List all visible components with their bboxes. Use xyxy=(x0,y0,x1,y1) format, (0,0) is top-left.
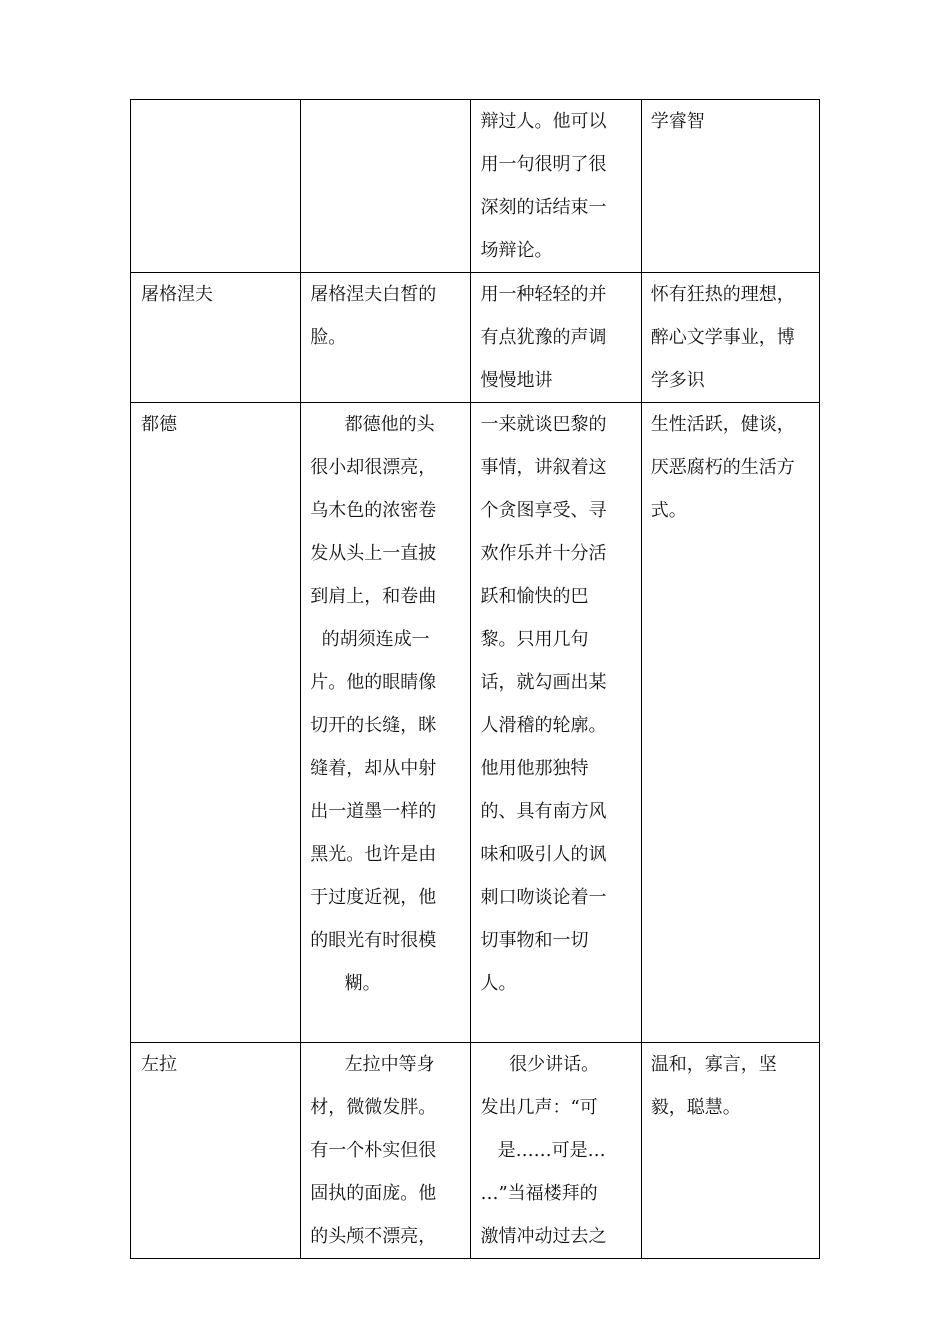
character-name-cell xyxy=(131,403,301,1043)
table-row xyxy=(131,273,820,403)
speech-text-line: 欢作乐并十分活 xyxy=(480,543,607,564)
character-text-line: 怀有狂热的理想， xyxy=(650,284,795,305)
speech-text-line: 是……可是… xyxy=(480,1140,606,1161)
speech-text-line: 很少讲话。 xyxy=(480,1054,600,1075)
character-name: 屠格涅夫 xyxy=(141,284,213,305)
character-cell xyxy=(641,100,819,273)
speech-text-line: 话，就勾画出某 xyxy=(480,672,607,693)
character-text-line: 厌恶腐朽的生活方 xyxy=(650,457,795,478)
speech-text-line: 一来就谈巴黎的 xyxy=(480,414,607,435)
appearance-text-line: 切开的长缝，眯 xyxy=(310,715,437,736)
appearance-text-line: 于过度近视，他 xyxy=(310,887,437,908)
speech-text-line: 用一句很明了很 xyxy=(480,154,607,175)
speech-text-line: 黎。只用几句 xyxy=(480,629,589,650)
table-row xyxy=(131,403,820,1043)
appearance-cell xyxy=(301,273,471,403)
speech-cell xyxy=(471,403,641,1043)
speech-text-line: 发出几声：“可 xyxy=(480,1097,598,1118)
character-cell xyxy=(641,273,819,403)
appearance-text-line: 乌木色的浓密卷 xyxy=(310,500,437,521)
appearance-text-line: 脸。 xyxy=(310,327,347,348)
speech-cell xyxy=(471,1043,641,1259)
character-name-cell xyxy=(131,273,301,403)
speech-text-line: 慢慢地讲 xyxy=(480,370,553,391)
appearance-text-line: 的眼光有时很模 xyxy=(310,930,437,951)
speech-text-line: 跃和愉快的巴 xyxy=(480,586,589,607)
speech-text-line: 刺口吻谈论着一 xyxy=(480,887,607,908)
appearance-text-line: 黑光。也许是由 xyxy=(310,844,437,865)
appearance-text-line: 材，微微发胖。 xyxy=(310,1097,437,1118)
character-text-line: 学睿智 xyxy=(650,111,705,132)
speech-text-line: 味和吸引人的讽 xyxy=(480,844,607,865)
speech-text-line: 用一种轻轻的并 xyxy=(480,284,607,305)
appearance-text-line: 都德他的头 xyxy=(310,414,435,435)
speech-text-line: 事情，讲叙着这 xyxy=(480,457,607,478)
appearance-text-line: 缝着，却从中射 xyxy=(310,758,437,779)
character-table xyxy=(130,99,820,1259)
character-text-line: 学多识 xyxy=(650,370,705,391)
appearance-cell xyxy=(301,100,471,273)
character-text-line: 毅，聪慧。 xyxy=(650,1097,741,1118)
character-name-cell xyxy=(131,1043,301,1259)
appearance-text-line: 屠格涅夫白皙的 xyxy=(310,284,437,305)
appearance-text-line: 左拉中等身 xyxy=(310,1054,435,1075)
appearance-cell xyxy=(301,403,471,1043)
appearance-text-line: 固执的面庞。他 xyxy=(310,1183,437,1204)
appearance-text-line: 的胡须连成一 xyxy=(310,629,430,650)
appearance-cell xyxy=(301,1043,471,1259)
character-text-line: 温和，寡言，坚 xyxy=(650,1054,777,1075)
character-name-cell xyxy=(131,100,301,273)
speech-text-line: 人。 xyxy=(480,973,517,994)
speech-text-line: 辩过人。他可以 xyxy=(480,111,607,132)
character-text-line: 式。 xyxy=(650,500,687,521)
appearance-text-line: 发从头上一直披 xyxy=(310,543,437,564)
appearance-text-line: 有一个朴实但很 xyxy=(310,1140,437,1161)
speech-text-line: 激情冲动过去之 xyxy=(480,1226,607,1247)
speech-text-line: 个贪图享受、寻 xyxy=(480,500,607,521)
appearance-text-line: 片。他的眼睛像 xyxy=(310,672,437,693)
speech-cell xyxy=(471,273,641,403)
speech-text-line: 场辩论。 xyxy=(480,240,553,261)
character-text-line: 生性活跃，健谈， xyxy=(650,414,795,435)
table-body xyxy=(131,100,820,1259)
character-cell xyxy=(641,1043,819,1259)
speech-cell xyxy=(471,100,641,273)
speech-text-line: 切事物和一切 xyxy=(480,930,589,951)
speech-text-line: 的、具有南方风 xyxy=(480,801,607,822)
table-row xyxy=(131,100,820,273)
character-name: 左拉 xyxy=(141,1054,177,1075)
appearance-text-line: 糊。 xyxy=(310,973,381,994)
speech-text-line: …”当福楼拜的 xyxy=(480,1183,598,1204)
character-name: 都德 xyxy=(141,414,177,435)
appearance-text-line: 的头颅不漂亮， xyxy=(310,1226,437,1247)
character-cell xyxy=(641,403,819,1043)
appearance-text-line: 很小却很漂亮， xyxy=(310,457,437,478)
table-row xyxy=(131,1043,820,1259)
appearance-text-line: 出一道墨一样的 xyxy=(310,801,437,822)
speech-text-line: 深刻的话结束一 xyxy=(480,197,607,218)
speech-text-line: 有点犹豫的声调 xyxy=(480,327,607,348)
speech-text-line: 他用他那独特 xyxy=(480,758,589,779)
speech-text-line: 人滑稽的轮廓。 xyxy=(480,715,607,736)
character-text-line: 醉心文学事业，博 xyxy=(650,327,795,348)
appearance-text-line: 到肩上，和卷曲 xyxy=(310,586,437,607)
